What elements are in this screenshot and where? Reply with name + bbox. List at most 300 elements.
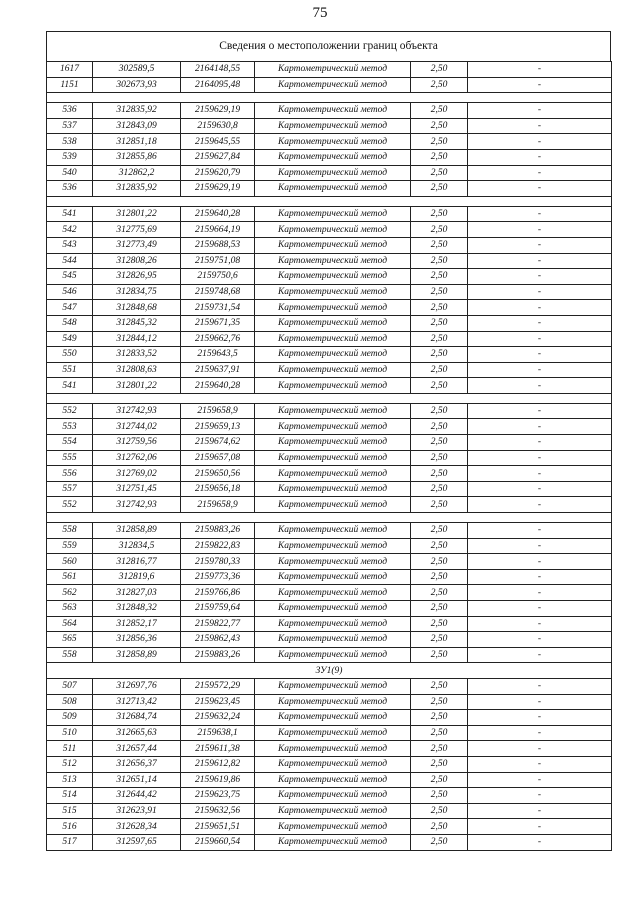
- x-coordinate-cell: 312644,42: [93, 788, 181, 804]
- x-coordinate-cell: 312834,5: [93, 538, 181, 554]
- method-cell: Картометрический метод: [255, 710, 411, 726]
- note-cell: -: [468, 497, 612, 513]
- accuracy-cell: 2,50: [411, 756, 468, 772]
- table-row: [47, 165, 612, 181]
- note-cell: -: [468, 103, 612, 119]
- method-cell: Картометрический метод: [255, 694, 411, 710]
- note-cell: -: [468, 710, 612, 726]
- accuracy-cell: 2,50: [411, 300, 468, 316]
- method-cell: Картометрический метод: [255, 481, 411, 497]
- y-coordinate-cell: 2159643,5: [181, 347, 255, 363]
- note-cell: -: [468, 269, 612, 285]
- x-coordinate-cell: 312834,75: [93, 284, 181, 300]
- accuracy-cell: 2,50: [411, 284, 468, 300]
- method-cell: Картометрический метод: [255, 756, 411, 772]
- point-number-cell: 541: [47, 378, 93, 394]
- note-cell: -: [468, 378, 612, 394]
- y-coordinate-cell: 2159650,56: [181, 466, 255, 482]
- x-coordinate-cell: 312858,89: [93, 523, 181, 539]
- table-row: [47, 284, 612, 300]
- accuracy-cell: 2,50: [411, 269, 468, 285]
- accuracy-cell: 2,50: [411, 362, 468, 378]
- point-number-cell: 549: [47, 331, 93, 347]
- note-cell: -: [468, 77, 612, 93]
- method-cell: Картометрический метод: [255, 206, 411, 222]
- x-coordinate-cell: 312845,32: [93, 315, 181, 331]
- point-number-cell: 564: [47, 616, 93, 632]
- point-number-cell: 536: [47, 181, 93, 197]
- note-cell: -: [468, 284, 612, 300]
- note-cell: -: [468, 569, 612, 585]
- accuracy-cell: 2,50: [411, 834, 468, 850]
- x-coordinate-cell: 312801,22: [93, 206, 181, 222]
- accuracy-cell: 2,50: [411, 694, 468, 710]
- method-cell: Картометрический метод: [255, 450, 411, 466]
- x-coordinate-cell: 312762,06: [93, 450, 181, 466]
- boundary-table-sheet: [46, 31, 611, 851]
- note-cell: -: [468, 206, 612, 222]
- point-number-cell: 542: [47, 222, 93, 238]
- method-cell: Картометрический метод: [255, 538, 411, 554]
- x-coordinate-cell: 312744,02: [93, 419, 181, 435]
- note-cell: -: [468, 481, 612, 497]
- x-coordinate-cell: 312826,95: [93, 269, 181, 285]
- note-cell: -: [468, 362, 612, 378]
- x-coordinate-cell: 312848,32: [93, 601, 181, 617]
- note-cell: -: [468, 725, 612, 741]
- point-number-cell: 551: [47, 362, 93, 378]
- x-coordinate-cell: 312684,74: [93, 710, 181, 726]
- x-coordinate-cell: 312742,93: [93, 403, 181, 419]
- point-number-cell: 516: [47, 819, 93, 835]
- table-gap-row: [47, 393, 612, 403]
- y-coordinate-cell: 2159759,64: [181, 601, 255, 617]
- method-cell: Картометрический метод: [255, 585, 411, 601]
- method-cell: Картометрический метод: [255, 134, 411, 150]
- note-cell: -: [468, 756, 612, 772]
- point-number-cell: 548: [47, 315, 93, 331]
- x-coordinate-cell: 312862,2: [93, 165, 181, 181]
- accuracy-cell: 2,50: [411, 523, 468, 539]
- table-row: [47, 710, 612, 726]
- note-cell: -: [468, 118, 612, 134]
- accuracy-cell: 2,50: [411, 710, 468, 726]
- table-gap-row: [47, 93, 612, 103]
- table-row: [47, 362, 612, 378]
- method-cell: Картометрический метод: [255, 103, 411, 119]
- y-coordinate-cell: 2159656,18: [181, 481, 255, 497]
- method-cell: Картометрический метод: [255, 466, 411, 482]
- method-cell: Картометрический метод: [255, 435, 411, 451]
- accuracy-cell: 2,50: [411, 378, 468, 394]
- gap-cell: [47, 93, 612, 103]
- y-coordinate-cell: 2159658,9: [181, 403, 255, 419]
- x-coordinate-cell: 312808,26: [93, 253, 181, 269]
- y-coordinate-cell: 2159611,38: [181, 741, 255, 757]
- table-row: [47, 725, 612, 741]
- gap-cell: [47, 513, 612, 523]
- y-coordinate-cell: 2159630,8: [181, 118, 255, 134]
- table-row: [47, 269, 612, 285]
- table-row: [47, 103, 612, 119]
- note-cell: -: [468, 300, 612, 316]
- table-row: [47, 601, 612, 617]
- table-row: [47, 77, 612, 93]
- gap-cell: [47, 393, 612, 403]
- table-row: [47, 632, 612, 648]
- method-cell: Картометрический метод: [255, 741, 411, 757]
- x-coordinate-cell: 312848,68: [93, 300, 181, 316]
- accuracy-cell: 2,50: [411, 347, 468, 363]
- x-coordinate-cell: 312713,42: [93, 694, 181, 710]
- point-number-cell: 550: [47, 347, 93, 363]
- accuracy-cell: 2,50: [411, 725, 468, 741]
- y-coordinate-cell: 2159632,56: [181, 803, 255, 819]
- y-coordinate-cell: 2159766,86: [181, 585, 255, 601]
- method-cell: Картометрический метод: [255, 403, 411, 419]
- method-cell: Картометрический метод: [255, 647, 411, 663]
- point-number-cell: 509: [47, 710, 93, 726]
- gap-cell: [47, 196, 612, 206]
- point-number-cell: 553: [47, 419, 93, 435]
- accuracy-cell: 2,50: [411, 616, 468, 632]
- method-cell: Картометрический метод: [255, 347, 411, 363]
- accuracy-cell: 2,50: [411, 585, 468, 601]
- method-cell: Картометрический метод: [255, 118, 411, 134]
- method-cell: Картометрический метод: [255, 269, 411, 285]
- note-cell: -: [468, 435, 612, 451]
- accuracy-cell: 2,50: [411, 788, 468, 804]
- point-number-cell: 562: [47, 585, 93, 601]
- accuracy-cell: 2,50: [411, 741, 468, 757]
- method-cell: Картометрический метод: [255, 554, 411, 570]
- accuracy-cell: 2,50: [411, 569, 468, 585]
- y-coordinate-cell: 2159688,53: [181, 237, 255, 253]
- point-number-cell: 1151: [47, 77, 93, 93]
- note-cell: -: [468, 632, 612, 648]
- section-label: ЗУ1(9): [47, 663, 612, 679]
- method-cell: Картометрический метод: [255, 149, 411, 165]
- accuracy-cell: 2,50: [411, 134, 468, 150]
- table-row: [47, 300, 612, 316]
- point-number-cell: 554: [47, 435, 93, 451]
- accuracy-cell: 2,50: [411, 554, 468, 570]
- note-cell: -: [468, 678, 612, 694]
- page-number: 75: [312, 5, 328, 21]
- table-row: [47, 803, 612, 819]
- accuracy-cell: 2,50: [411, 632, 468, 648]
- method-cell: Картометрический метод: [255, 378, 411, 394]
- y-coordinate-cell: 2164148,55: [181, 62, 255, 78]
- note-cell: -: [468, 253, 612, 269]
- accuracy-cell: 2,50: [411, 253, 468, 269]
- y-coordinate-cell: 2159620,79: [181, 165, 255, 181]
- note-cell: -: [468, 788, 612, 804]
- note-cell: -: [468, 466, 612, 482]
- table-row: [47, 206, 612, 222]
- method-cell: Картометрический метод: [255, 601, 411, 617]
- point-number-cell: 1617: [47, 62, 93, 78]
- x-coordinate-cell: 312656,37: [93, 756, 181, 772]
- y-coordinate-cell: 2159883,26: [181, 647, 255, 663]
- accuracy-cell: 2,50: [411, 647, 468, 663]
- note-cell: -: [468, 450, 612, 466]
- table-row: [47, 538, 612, 554]
- table-row: [47, 497, 612, 513]
- note-cell: -: [468, 331, 612, 347]
- point-number-cell: 557: [47, 481, 93, 497]
- note-cell: -: [468, 181, 612, 197]
- method-cell: Картометрический метод: [255, 362, 411, 378]
- table-row: [47, 62, 612, 78]
- y-coordinate-cell: 2159659,13: [181, 419, 255, 435]
- y-coordinate-cell: 2159883,26: [181, 523, 255, 539]
- point-number-cell: 552: [47, 403, 93, 419]
- section-header-row: [47, 663, 612, 679]
- accuracy-cell: 2,50: [411, 181, 468, 197]
- point-number-cell: 544: [47, 253, 93, 269]
- x-coordinate-cell: 312651,14: [93, 772, 181, 788]
- point-number-cell: 515: [47, 803, 93, 819]
- accuracy-cell: 2,50: [411, 403, 468, 419]
- table-row: [47, 772, 612, 788]
- point-number-cell: 513: [47, 772, 93, 788]
- x-coordinate-cell: 312855,86: [93, 149, 181, 165]
- accuracy-cell: 2,50: [411, 165, 468, 181]
- table-row: [47, 222, 612, 238]
- x-coordinate-cell: 302673,93: [93, 77, 181, 93]
- table-row: [47, 315, 612, 331]
- accuracy-cell: 2,50: [411, 419, 468, 435]
- point-number-cell: 543: [47, 237, 93, 253]
- method-cell: Картометрический метод: [255, 419, 411, 435]
- point-number-cell: 539: [47, 149, 93, 165]
- point-number-cell: 559: [47, 538, 93, 554]
- method-cell: Картометрический метод: [255, 616, 411, 632]
- point-number-cell: 560: [47, 554, 93, 570]
- point-number-cell: 545: [47, 269, 93, 285]
- point-number-cell: 512: [47, 756, 93, 772]
- x-coordinate-cell: 312801,22: [93, 378, 181, 394]
- y-coordinate-cell: 2159671,35: [181, 315, 255, 331]
- method-cell: Картометрический метод: [255, 77, 411, 93]
- table-row: [47, 585, 612, 601]
- table-row: [47, 347, 612, 363]
- y-coordinate-cell: 2159638,1: [181, 725, 255, 741]
- note-cell: -: [468, 165, 612, 181]
- y-coordinate-cell: 2159658,9: [181, 497, 255, 513]
- y-coordinate-cell: 2159773,36: [181, 569, 255, 585]
- table-title: Сведения о местоположении границ объекта: [46, 31, 611, 61]
- point-number-cell: 547: [47, 300, 93, 316]
- y-coordinate-cell: 2164095,48: [181, 77, 255, 93]
- table-row: [47, 118, 612, 134]
- x-coordinate-cell: 312858,89: [93, 647, 181, 663]
- y-coordinate-cell: 2159637,91: [181, 362, 255, 378]
- x-coordinate-cell: 312851,18: [93, 134, 181, 150]
- method-cell: Картометрический метод: [255, 331, 411, 347]
- table-row: [47, 466, 612, 482]
- note-cell: -: [468, 538, 612, 554]
- y-coordinate-cell: 2159731,54: [181, 300, 255, 316]
- method-cell: Картометрический метод: [255, 632, 411, 648]
- y-coordinate-cell: 2159660,54: [181, 834, 255, 850]
- note-cell: -: [468, 803, 612, 819]
- note-cell: -: [468, 616, 612, 632]
- point-number-cell: 514: [47, 788, 93, 804]
- note-cell: -: [468, 834, 612, 850]
- point-number-cell: 563: [47, 601, 93, 617]
- note-cell: -: [468, 772, 612, 788]
- x-coordinate-cell: 312808,63: [93, 362, 181, 378]
- point-number-cell: 540: [47, 165, 93, 181]
- point-number-cell: 538: [47, 134, 93, 150]
- accuracy-cell: 2,50: [411, 435, 468, 451]
- table-row: [47, 819, 612, 835]
- note-cell: -: [468, 222, 612, 238]
- note-cell: -: [468, 134, 612, 150]
- x-coordinate-cell: 312833,52: [93, 347, 181, 363]
- method-cell: Картометрический метод: [255, 803, 411, 819]
- x-coordinate-cell: 312769,02: [93, 466, 181, 482]
- table-row: [47, 678, 612, 694]
- y-coordinate-cell: 2159629,19: [181, 181, 255, 197]
- x-coordinate-cell: 312697,76: [93, 678, 181, 694]
- table-row: [47, 647, 612, 663]
- note-cell: -: [468, 347, 612, 363]
- accuracy-cell: 2,50: [411, 237, 468, 253]
- x-coordinate-cell: 312597,65: [93, 834, 181, 850]
- accuracy-cell: 2,50: [411, 601, 468, 617]
- note-cell: -: [468, 741, 612, 757]
- method-cell: Картометрический метод: [255, 788, 411, 804]
- accuracy-cell: 2,50: [411, 118, 468, 134]
- accuracy-cell: 2,50: [411, 481, 468, 497]
- y-coordinate-cell: 2159623,75: [181, 788, 255, 804]
- note-cell: -: [468, 585, 612, 601]
- y-coordinate-cell: 2159623,45: [181, 694, 255, 710]
- note-cell: -: [468, 149, 612, 165]
- table-row: [47, 134, 612, 150]
- method-cell: Картометрический метод: [255, 772, 411, 788]
- table-row: [47, 331, 612, 347]
- x-coordinate-cell: 312856,36: [93, 632, 181, 648]
- y-coordinate-cell: 2159662,76: [181, 331, 255, 347]
- accuracy-cell: 2,50: [411, 678, 468, 694]
- accuracy-cell: 2,50: [411, 331, 468, 347]
- accuracy-cell: 2,50: [411, 803, 468, 819]
- y-coordinate-cell: 2159640,28: [181, 378, 255, 394]
- y-coordinate-cell: 2159780,33: [181, 554, 255, 570]
- method-cell: Картометрический метод: [255, 569, 411, 585]
- accuracy-cell: 2,50: [411, 466, 468, 482]
- note-cell: -: [468, 694, 612, 710]
- method-cell: Картометрический метод: [255, 181, 411, 197]
- table-row: [47, 694, 612, 710]
- y-coordinate-cell: 2159572,29: [181, 678, 255, 694]
- x-coordinate-cell: 312628,34: [93, 819, 181, 835]
- x-coordinate-cell: 312835,92: [93, 181, 181, 197]
- method-cell: Картометрический метод: [255, 300, 411, 316]
- accuracy-cell: 2,50: [411, 819, 468, 835]
- y-coordinate-cell: 2159751,08: [181, 253, 255, 269]
- accuracy-cell: 2,50: [411, 77, 468, 93]
- point-number-cell: 510: [47, 725, 93, 741]
- note-cell: -: [468, 601, 612, 617]
- y-coordinate-cell: 2159664,19: [181, 222, 255, 238]
- table-row: [47, 741, 612, 757]
- y-coordinate-cell: 2159822,83: [181, 538, 255, 554]
- accuracy-cell: 2,50: [411, 206, 468, 222]
- x-coordinate-cell: 312742,93: [93, 497, 181, 513]
- table-gap-row: [47, 513, 612, 523]
- x-coordinate-cell: 312751,45: [93, 481, 181, 497]
- method-cell: Картометрический метод: [255, 315, 411, 331]
- table-row: [47, 450, 612, 466]
- note-cell: -: [468, 523, 612, 539]
- y-coordinate-cell: 2159640,28: [181, 206, 255, 222]
- accuracy-cell: 2,50: [411, 497, 468, 513]
- point-number-cell: 565: [47, 632, 93, 648]
- table-gap-row: [47, 196, 612, 206]
- accuracy-cell: 2,50: [411, 315, 468, 331]
- note-cell: -: [468, 554, 612, 570]
- point-number-cell: 552: [47, 497, 93, 513]
- method-cell: Картометрический метод: [255, 497, 411, 513]
- accuracy-cell: 2,50: [411, 772, 468, 788]
- method-cell: Картометрический метод: [255, 834, 411, 850]
- x-coordinate-cell: 312759,56: [93, 435, 181, 451]
- point-number-cell: 511: [47, 741, 93, 757]
- method-cell: Картометрический метод: [255, 253, 411, 269]
- point-number-cell: 517: [47, 834, 93, 850]
- x-coordinate-cell: 312827,03: [93, 585, 181, 601]
- x-coordinate-cell: 312843,09: [93, 118, 181, 134]
- y-coordinate-cell: 2159645,55: [181, 134, 255, 150]
- y-coordinate-cell: 2159822,77: [181, 616, 255, 632]
- x-coordinate-cell: 312852,17: [93, 616, 181, 632]
- x-coordinate-cell: 312623,91: [93, 803, 181, 819]
- point-number-cell: 541: [47, 206, 93, 222]
- point-number-cell: 558: [47, 523, 93, 539]
- table-row: [47, 435, 612, 451]
- coordinates-table-body: [47, 62, 612, 851]
- note-cell: -: [468, 315, 612, 331]
- y-coordinate-cell: 2159750,6: [181, 269, 255, 285]
- point-number-cell: 556: [47, 466, 93, 482]
- x-coordinate-cell: 312657,44: [93, 741, 181, 757]
- point-number-cell: 537: [47, 118, 93, 134]
- note-cell: -: [468, 419, 612, 435]
- table-row: [47, 788, 612, 804]
- x-coordinate-cell: 312773,49: [93, 237, 181, 253]
- table-row: [47, 253, 612, 269]
- y-coordinate-cell: 2159657,08: [181, 450, 255, 466]
- method-cell: Картометрический метод: [255, 237, 411, 253]
- table-row: [47, 181, 612, 197]
- point-number-cell: 536: [47, 103, 93, 119]
- note-cell: -: [468, 62, 612, 78]
- coordinates-table: [46, 61, 612, 851]
- method-cell: Картометрический метод: [255, 725, 411, 741]
- x-coordinate-cell: 312819,6: [93, 569, 181, 585]
- y-coordinate-cell: 2159632,24: [181, 710, 255, 726]
- y-coordinate-cell: 2159612,82: [181, 756, 255, 772]
- table-row: [47, 149, 612, 165]
- method-cell: Картометрический метод: [255, 62, 411, 78]
- point-number-cell: 508: [47, 694, 93, 710]
- y-coordinate-cell: 2159651,51: [181, 819, 255, 835]
